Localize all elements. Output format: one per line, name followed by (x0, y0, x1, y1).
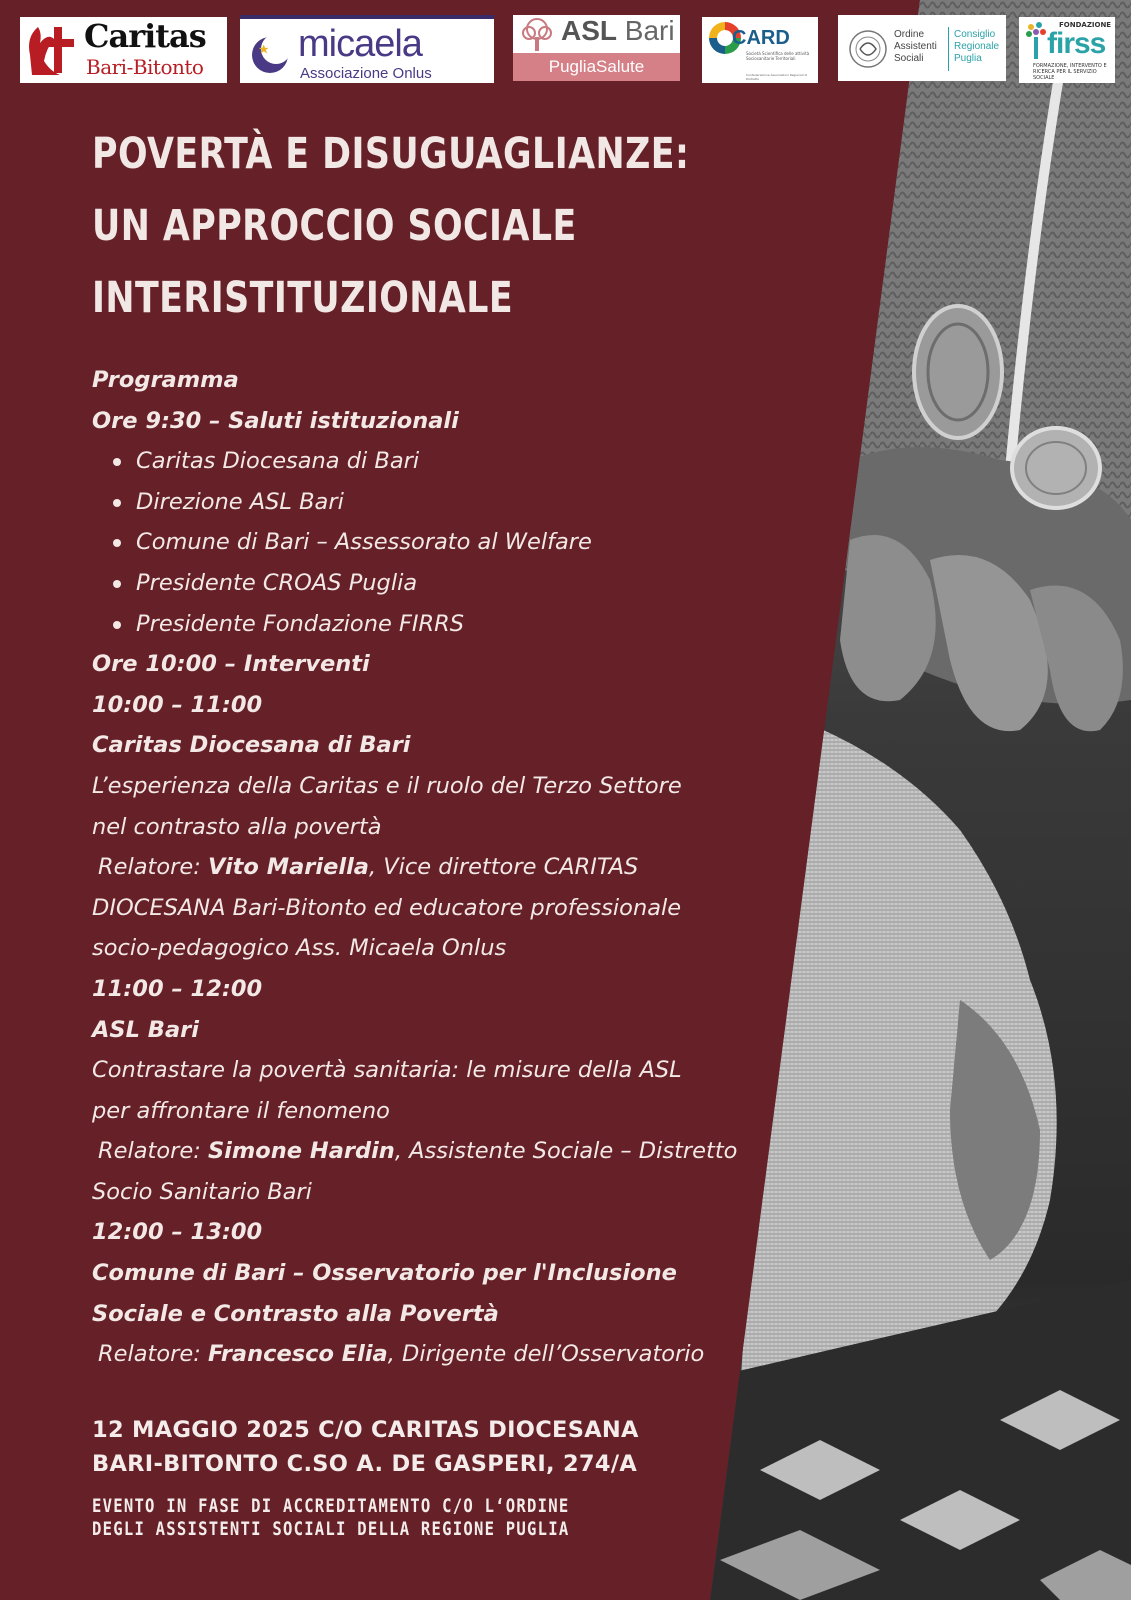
sponsor-logos (20, 15, 1121, 85)
ordine-divider (948, 27, 949, 71)
tree-icon (517, 17, 557, 53)
session-slot: 10:00 – 11:00 (92, 691, 263, 718)
caritas-logo (20, 17, 227, 83)
session-topic: L’esperienza della Caritas e il ruolo del Terzo Settore (92, 772, 682, 799)
session-speaker-role: Socio Sanitario Bari (92, 1178, 312, 1205)
micaela-name: micaela (298, 23, 422, 65)
session-speaker: Relatore: Vito Mariella, Vice direttore CARITAS (98, 854, 639, 881)
greetings-time: Ore 9:30 – Saluti istituzionali (92, 407, 459, 434)
session-slot: 11:00 – 12:00 (92, 975, 263, 1002)
session-org: Sociale e Contrasto alla Povertà (92, 1300, 499, 1327)
accreditation-note (92, 1495, 617, 1541)
micaela-logo (240, 15, 494, 83)
session-slot: 12:00 – 13:00 (92, 1219, 263, 1246)
talks-time: Ore 10:00 – Interventi (92, 651, 370, 678)
list-item: Caritas Diocesana di Bari (92, 441, 752, 482)
firss-name: firss (1047, 27, 1106, 60)
ordine-emblem-icon (848, 29, 888, 69)
session-speaker-role: DIOCESANA Bari-Bitonto ed educatore professionale (92, 894, 682, 921)
session-speaker-role: socio-pedagogico Ass. Micaela Onlus (92, 935, 507, 962)
card-name: CARD (732, 27, 790, 49)
list-item: Presidente CROAS Puglia (92, 563, 752, 604)
program-heading: Programma (92, 367, 239, 393)
firss-sub: FORMAZIONE, INTERVENTO E RICERCA PER IL SERVIZIO SOCIALE (1033, 63, 1107, 81)
program (92, 360, 752, 1375)
address-line-2: BARI-BITONTO C.SO A. DE GASPERI, 274/A (92, 1451, 638, 1477)
firss-tag: FONDAZIONE (1059, 21, 1112, 29)
session-topic: nel contrasto alla povertà (92, 813, 382, 840)
session-speaker: Relatore: Francesco Elia, Dirigente dell’Osservatorio (98, 1341, 705, 1368)
title-line-2: UN APPROCCIO SOCIALE (92, 201, 577, 251)
event-date-location (92, 1413, 732, 1481)
card-tagline: Società Scientifica delle attività Sociosanitarie Territoriali (746, 51, 810, 61)
session-topic: per affrontare il fenomeno (92, 1097, 390, 1124)
asl-name: ASL Bari (561, 15, 675, 46)
event-title (92, 118, 713, 334)
session-org: Caritas Diocesana di Bari (92, 732, 411, 759)
session-topic: Contrastare la povertà sanitaria: le misure della ASL (92, 1057, 682, 1084)
micaela-moon-icon (248, 33, 292, 77)
title-line-1: POVERTÀ E DISUGUAGLIANZE: (92, 129, 690, 179)
ordine-assistenti-sociali-logo (838, 15, 1006, 81)
ordine-col1: Ordine Assistenti Sociali (894, 29, 937, 64)
list-item: Presidente Fondazione FIRRS (92, 604, 752, 645)
card-logo (702, 17, 818, 83)
session-org: ASL Bari (92, 1016, 199, 1043)
firss-tree-icon (1023, 21, 1049, 61)
session-speaker: Relatore: Simone Hardin, Assistente Sociale – Distretto (98, 1138, 738, 1165)
micaela-sub: Associazione Onlus (300, 65, 432, 82)
title-line-3: INTERISTITUZIONALE (92, 273, 514, 323)
caritas-name: Caritas (84, 17, 206, 55)
card-footnote: Confederazione Associazioni Regionali di Distretto (746, 73, 808, 81)
list-item: Direzione ASL Bari (92, 482, 752, 523)
caritas-sub: Bari-Bitonto (86, 55, 204, 79)
asl-bari-logo (513, 15, 680, 81)
address-line-1: 12 MAGGIO 2025 C/O CARITAS DIOCESANA (92, 1417, 639, 1443)
note-line-1: EVENTO IN FASE DI ACCREDITAMENTO C/O L‘ORDINE (92, 1495, 570, 1517)
session-org: Comune di Bari – Osservatorio per l'Inclusione (92, 1260, 677, 1287)
ordine-col2: Consiglio Regionale Puglia (954, 29, 1000, 64)
note-line-2: DEGLI ASSISTENTI SOCIALI DELLA REGIONE PUGLIA (92, 1518, 570, 1540)
caritas-cross-icon (24, 21, 80, 79)
firss-logo (1019, 17, 1115, 83)
list-item: Comune di Bari – Assessorato al Welfare (92, 522, 752, 563)
asl-band: PugliaSalute (513, 53, 680, 81)
